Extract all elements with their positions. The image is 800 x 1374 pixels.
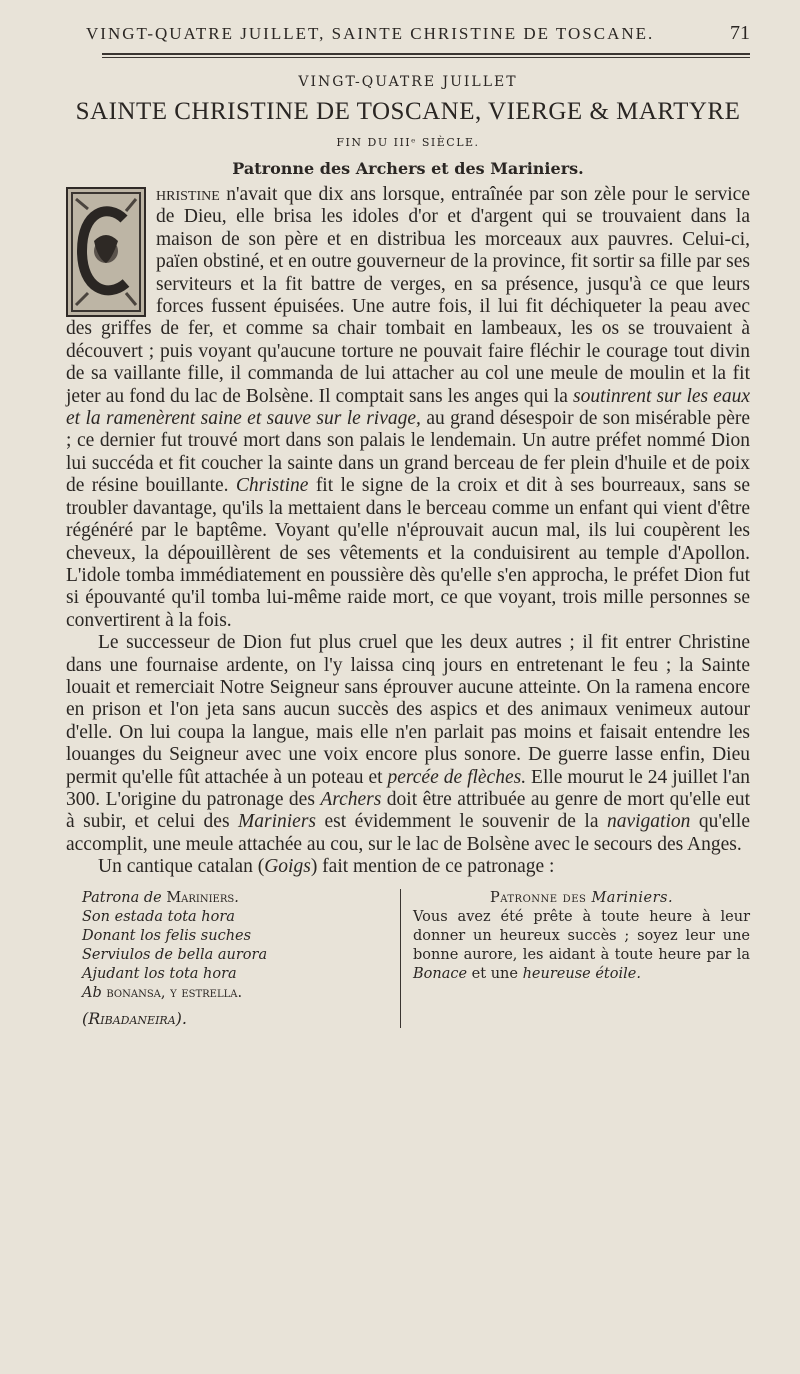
hymn-catalan-heading-a: Patrona de xyxy=(82,889,167,906)
body-text-p2-b: Elle mourut le 24 juillet l'an 300. L'origine du patronage des xyxy=(66,766,751,810)
patronage-line: Patronne des Archers et des Mariniers. xyxy=(232,159,584,178)
body-text-p3-italic: Goigs xyxy=(264,856,311,878)
century-line: FIN DU IIIᵉ SIÈCLE. xyxy=(336,136,480,149)
body-text-p1-italic-1: soutinrent sur les eaux et la ramenèrent saine et sauve sur le rivage, xyxy=(66,385,750,430)
body-text-p1-b: au grand désespoir de son misérable père ; ce dernier fut trouvé mort dans son palais le lendemain. Un autre préfet nommé Dion lui succéda et fit coucher la sainte dans un grand berceau de fer plein d'huile et de poix de résine bouillante. xyxy=(66,408,751,497)
body-text xyxy=(66,184,750,879)
hymn-last-b: bonansa, y estrella. xyxy=(106,984,243,1001)
body-text-p2-italic-4: navigation xyxy=(606,811,691,833)
hymn-catalan-heading-b: Mariniers xyxy=(166,889,235,906)
day-title: VINGT-QUATRE JUILLET xyxy=(298,74,518,90)
hymn-catalan-heading xyxy=(82,889,400,908)
body-text-p2-c: doit être attribuée au genre de mort qu'elle eut à subir, et celui des xyxy=(66,788,750,833)
hymn-line: Ajudant los tota hora xyxy=(82,965,237,982)
source-citation: (Ribadaneira). xyxy=(82,1008,187,1028)
body-text-p2-italic-3: Mariniers xyxy=(238,811,316,833)
hymn-translation-italic: Bonace xyxy=(413,965,468,982)
body-text-p1-italic-2: Christine xyxy=(235,475,309,497)
hymn-line: Serviulos de bella aurora xyxy=(82,946,268,963)
initial-word: hristine xyxy=(156,184,220,205)
body-text-p2-a: Le successeur de Dion fut plus cruel que les deux autres ; il fit entrer Christine dans une fournaise ardente, on l'y laissa cinq jours en entretenant le feu ; la Sainte louait et remerciait Notre Seigneur sans éprouver aucune atteinte. On la ramena encore en prison et l'on jeta sans aucun succès des aspics et des animaux venimeux autour d'elle. On lui coupa la langue, mais elle n'en parlait pas moins et faisait entendre les louanges du Seigneur avec une voix encore plus sonore. De guerre lasse enfin, Dieu permit qu'elle fût attachée à un poteau et xyxy=(66,632,750,788)
hymn-last-a: Ab xyxy=(82,984,107,1001)
header-rule xyxy=(102,53,750,55)
hymn-line: Son estada tota hora xyxy=(82,908,235,925)
body-text-p1-c: fit le signe de la croix et dit à ses bourreaux, sans se troubler davantage, qu'ils la mettaient dans le berceau comme un enfant qui vient d'être régénéré par le baptême. Voyant qu'elle n'éprouvait aucun mal, ils lui coupèrent les cheveux, la dépouillèrent de ses vêtements et la conduisirent au temple d'Apollon. L'idole tomba immédiatement en poussière dès qu'elle s'en approcha, le préfet Dion fut si épouvanté qu'il tomba lui-même raide mort, ce que voyant, trois mille personnes se convertirent à la fois. xyxy=(66,475,750,631)
hymn-line-last xyxy=(82,984,400,1003)
hymn-translation-heading xyxy=(413,889,750,908)
body-text-p1-a: n'avait que dix ans lorsque, entraînée par son zèle pour le service de Dieu, elle brisa les idoles d'or et d'argent qui se trouvaient dans la maison de son père et en distribua les morceaux aux pauvres. Celui-ci, païen obstiné, et en outre gouverneur de la province, fit sortir sa fille par ses serviteurs et la fit battre de verges, en sa présence, jusqu'à ce que leurs forces fussent épuisées. Une autre fois, il lui fit déchiqueter la peau avec des griffes de fer, et comme sa chair tombait en lambeaux, les os se trouvaient à découvert ; puis voyant qu'aucune torture ne pouvait faire fléchir le courage tout divin de sa vaillante fille, il commanda de lui attacher au col une meule de moulin et la fit jeter au fond du lac de Bolsène. Il comptait sans les anges qui la xyxy=(66,184,750,407)
running-head-title: VINGT-QUATRE JUILLET, SAINTE CHRISTINE DE TOSCANE. xyxy=(86,24,655,43)
hymn-catalan-heading-c: . xyxy=(234,889,239,906)
hymn-translation-heading-b: Mariniers. xyxy=(591,889,674,906)
hymn-translation xyxy=(401,889,750,1028)
historiated-initial-C-icon xyxy=(66,187,146,317)
hymn-translation-b: et une xyxy=(467,965,523,982)
hymn-columns xyxy=(66,889,750,1028)
hymn-translation-a: Vous avez été prête à toute heure à leur donner un heureux succès ; soyez leur une bonne aurore, les aidant à toute heure par la xyxy=(413,908,750,963)
body-text-p2-italic-1: percée de flèches. xyxy=(387,766,527,788)
body-text-p3-a: Un cantique catalan ( xyxy=(98,856,265,878)
page-number: 71 xyxy=(730,22,750,44)
running-head xyxy=(86,22,750,45)
hymn-translation-heading-a: Patronne des xyxy=(489,889,592,906)
body-text-p2-e: qu'elle accomplit, une meule attachée au cou, sur le lac de Bolsène avec le secours des Anges. xyxy=(66,811,750,855)
body-text-p2-italic-2: Archers xyxy=(320,788,382,810)
hymn-translation-italic-2: heureuse étoile. xyxy=(522,965,641,982)
chapter-title: SAINTE CHRISTINE DE TOSCANE, VIERGE & MARTYRE xyxy=(75,98,741,125)
body-text-p2-d: est évidemment le souvenir de la xyxy=(316,811,607,833)
body-text-p3-b: ) fait mention de ce patronage : xyxy=(310,856,555,878)
hymn-translation-text xyxy=(413,908,750,984)
header-rule-thin xyxy=(102,57,750,58)
hymn-catalan xyxy=(66,889,401,1028)
hymn-line: Donant los felis suches xyxy=(82,927,252,944)
